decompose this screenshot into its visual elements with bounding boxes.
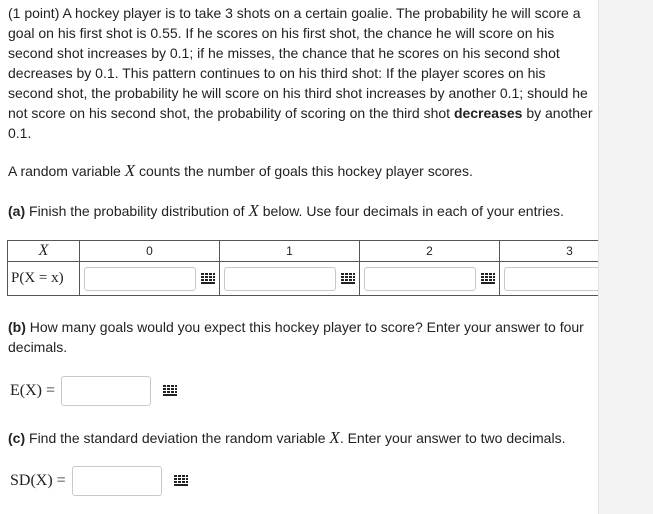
grid-keypad-icon[interactable] (201, 273, 215, 285)
part-b-text: How many goals would you expect this hockey player to score? Enter your answer to four decimals. (8, 319, 584, 355)
part-b-label: (b) (8, 319, 26, 335)
expected-value-row (10, 376, 177, 406)
grid-keypad-icon[interactable] (174, 475, 188, 487)
probability-row (8, 262, 640, 296)
part-b-prompt (8, 317, 593, 357)
probability-distribution-table (7, 240, 640, 296)
random-var-text: A random variable (8, 163, 121, 179)
x-value-3: 3 (500, 241, 640, 262)
problem-statement (8, 3, 593, 143)
points-label: (1 point) (8, 5, 60, 21)
problem-intro: A hockey player is to take 3 shots on a certain goalie. The probability he will score a goal on his first shot is 0.55. If he scores on his first shot, the chance he will score on his second shot increases by 0.1; if he misses, the chance that he scores on his second shot decreases by 0.1. This pattern continues to on his third shot: If the player scores on his second shot, the probability he will score on his third shot increases by another 0.1; should he not score on his second shot, the probability of scoring on the third shot (8, 5, 588, 121)
part-c-text-after: . Enter your answer to two decimals. (339, 430, 566, 446)
random-var-symbol: X (124, 161, 136, 180)
standard-deviation-row (10, 466, 188, 496)
part-c-text: Find the standard deviation the random variable (29, 430, 326, 446)
part-a-prompt (8, 201, 593, 221)
problem-intro-end: by another 0.1. (8, 105, 593, 141)
px-input-2[interactable] (364, 267, 476, 291)
px-cell-2 (360, 262, 500, 296)
standard-deviation-label: SD(X) = (10, 472, 66, 489)
random-variable-statement (8, 161, 593, 181)
px-cell-1 (220, 262, 360, 296)
problem-intro-bold: decreases (453, 105, 523, 121)
part-c-prompt (8, 428, 593, 448)
part-a-var: X (248, 201, 259, 220)
px-label: P(X = x) (8, 262, 80, 296)
x-value-0: 0 (80, 241, 220, 262)
right-gutter (598, 0, 653, 514)
part-c-label: (c) (8, 430, 26, 446)
part-c-var: X (329, 428, 340, 447)
px-input-0[interactable] (84, 267, 196, 291)
x-header: X (8, 241, 80, 262)
x-value-1: 1 (220, 241, 360, 262)
standard-deviation-input[interactable] (72, 466, 162, 496)
part-a-label: (a) (8, 203, 26, 219)
grid-keypad-icon[interactable] (163, 385, 177, 397)
px-input-1[interactable] (224, 267, 336, 291)
part-a-text: Finish the probability distribution of (29, 203, 245, 219)
expected-value-label: E(X) = (10, 382, 56, 399)
part-a-text-after: below. Use four decimals in each of your entries. (262, 203, 564, 219)
random-var-text-after: counts the number of goals this hockey player scores. (139, 163, 473, 179)
px-cell-0 (80, 262, 220, 296)
grid-keypad-icon[interactable] (481, 273, 495, 285)
table-header-row (8, 241, 640, 262)
grid-keypad-icon[interactable] (341, 273, 355, 285)
x-value-2: 2 (360, 241, 500, 262)
expected-value-input[interactable] (61, 376, 151, 406)
